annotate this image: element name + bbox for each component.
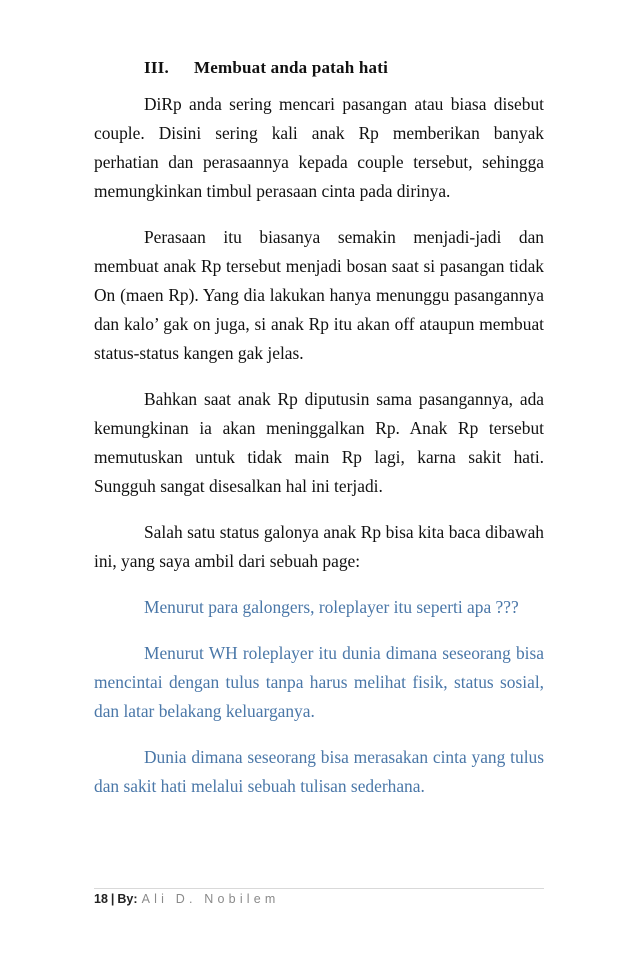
page-number: 18 bbox=[94, 892, 108, 906]
body-text bbox=[94, 90, 544, 818]
section-title: Membuat anda patah hati bbox=[194, 58, 388, 77]
paragraph: DiRp anda sering mencari pasangan atau biasa disebut couple. Disini sering kali anak Rp memberikan banyak perhatian dan perasaannya kepada couple tersebut, sehingga memungkinkan timbul perasaan cinta pada dirinya. bbox=[94, 94, 544, 201]
page-footer bbox=[94, 892, 280, 906]
section-number: III. bbox=[144, 58, 169, 77]
quote-paragraph: Menurut WH roleplayer itu dunia dimana seseorang bisa mencintai dengan tulus tanpa harus melihat fisik, status sosial, dan latar belakang keluarganya. bbox=[94, 643, 544, 721]
paragraph: Perasaan itu biasanya semakin menjadi-jadi dan membuat anak Rp tersebut menjadi bosan saat si pasangan tidak On (maen Rp). Yang dia lakukan hanya menunggu pasangannya dan kalo’ gak on juga, si anak Rp itu akan off ataupun membuat status-status kangen gak jelas. bbox=[94, 227, 544, 363]
by-label: By: bbox=[117, 892, 138, 906]
section-heading bbox=[144, 58, 388, 78]
footer-divider bbox=[94, 888, 544, 889]
footer-separator: | bbox=[110, 892, 115, 906]
quote-paragraph: Menurut para galongers, roleplayer itu seperti apa ??? bbox=[144, 597, 519, 617]
author-name: Ali D. Nobilem bbox=[141, 892, 280, 906]
paragraph: Salah satu status galonya anak Rp bisa kita baca dibawah ini, yang saya ambil dari sebuah page: bbox=[94, 522, 544, 571]
quote-paragraph: Dunia dimana seseorang bisa merasakan cinta yang tulus dan sakit hati melalui sebuah tulisan sederhana. bbox=[94, 747, 544, 796]
paragraph: Bahkan saat anak Rp diputusin sama pasangannya, ada kemungkinan ia akan meninggalkan Rp. Anak Rp tersebut memutuskan untuk tidak main Rp lagi, karna sakit hati. Sungguh sangat disesalkan hal ini terjadi. bbox=[94, 389, 544, 496]
